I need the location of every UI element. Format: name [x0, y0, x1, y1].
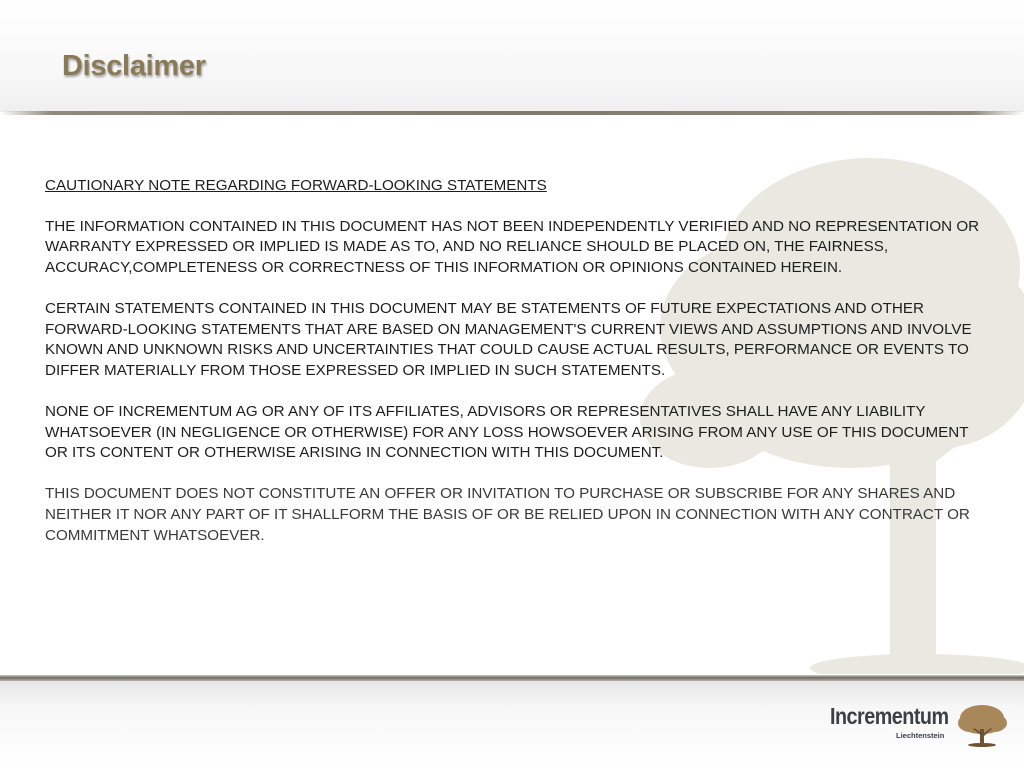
logo-subtitle: Liechtenstein — [896, 731, 945, 740]
logo-wordmark: Incrementum — [830, 703, 949, 729]
disclaimer-paragraph: THE INFORMATION CONTAINED IN THIS DOCUMENT HAS NOT BEEN INDEPENDENTLY VERIFIED AND NO REPRESENTATION OR WARRANTY EXPRESSED OR IMPLIED IS MADE AS TO, AND NO RELIANCE SHOULD BE PLACED ON, THE FAIRNESS, ACCURACY,COMPLETENESS OR CORRECTNESS OF THIS INFORMATION OR OPINIONS CONTAINED HEREIN. — [45, 217, 980, 276]
disclaimer-paragraph: THIS DOCUMENT DOES NOT CONSTITUTE AN OFFER OR INVITATION TO PURCHASE OR SUBSCRIBE FOR ANY SHARES AND NEITHER IT NOR ANY PART OF IT SHALLFORM THE BASIS OF OR BE RELIED UPON IN CONNECTION WITH ANY CONTRACT OR COMMITMENT WHATSOEVER. — [45, 485, 970, 544]
tree-icon — [954, 701, 1010, 749]
disclaimer-content — [45, 176, 980, 567]
header-divider — [0, 111, 1024, 115]
disclaimer-paragraph: CERTAIN STATEMENTS CONTAINED IN THIS DOCUMENT MAY BE STATEMENTS OF FUTURE EXPECTATIONS AND OTHER FORWARD-LOOKING STATEMENTS THAT ARE BASED ON MANAGEMENT'S CURRENT VIEWS AND ASSUMPTIONS AND INVOLVE KNOWN AND UNKNOWN RISKS AND UNCERTAINTIES THAT COULD CAUSE ACTUAL RESULTS, PERFORMANCE OR EVENTS TO DIFFER MATERIALLY FROM THOSE EXPRESSED OR IMPLIED IN SUCH STATEMENTS. — [45, 299, 972, 379]
page-title: Disclaimer — [62, 50, 206, 82]
company-logo — [830, 703, 1010, 749]
section-heading: CAUTIONARY NOTE REGARDING FORWARD-LOOKING STATEMENTS — [45, 177, 547, 194]
disclaimer-paragraph: NONE OF INCREMENTUM AG OR ANY OF ITS AFFILIATES, ADVISORS OR REPRESENTATIVES SHALL HAVE ANY LIABILITY WHATSOEVER (IN NEGLIGENCE OR OTHERWISE) FOR ANY LOSS HOWSOEVER ARISING FROM ANY USE OF THIS DOCUMENT OR ITS CONTENT OR OTHERWISE ARISING IN CONNECTION WITH THIS DOCUMENT. — [45, 402, 969, 462]
